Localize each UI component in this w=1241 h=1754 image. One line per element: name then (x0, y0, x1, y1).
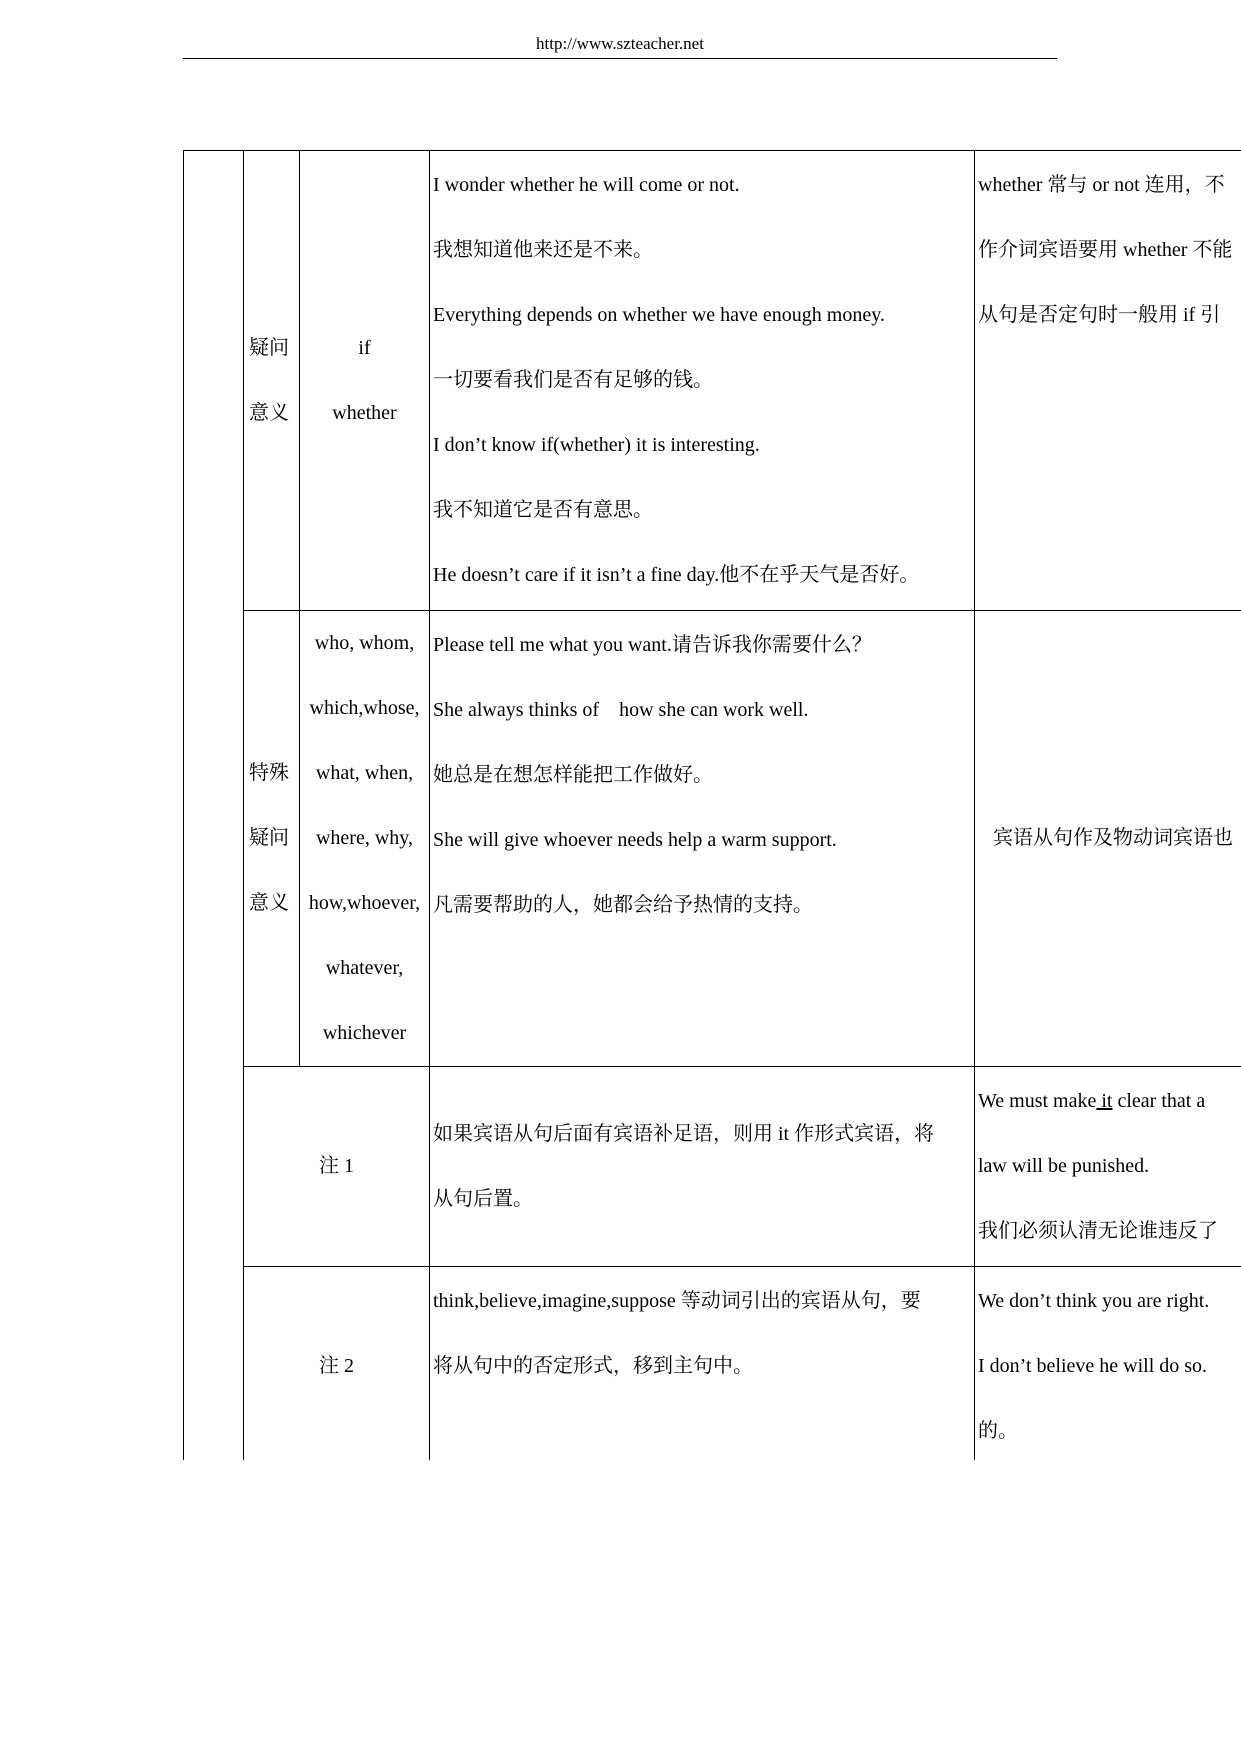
example-line: 凡需要帮助的人，她都会给予热情的支持。 (433, 894, 813, 916)
notes-cell-if-whether (975, 151, 1241, 611)
conjunction-word: where, why, (315, 827, 413, 849)
note-example-cell (975, 1267, 1241, 1461)
conjunction-word: whichever (322, 1022, 407, 1044)
note-example-line: 我们必须认清无论谁违反了 (978, 1220, 1218, 1242)
table-row-if-whether (184, 151, 1241, 611)
page-header-url: http://www.szteacher.net (536, 34, 704, 53)
conjunction-cell-wh-words (300, 611, 430, 1067)
example-line: 一切要看我们是否有足够的钱。 (433, 369, 713, 391)
note-example-line (978, 1069, 1241, 1134)
header-rule (183, 58, 1057, 59)
conjunction-word: whether (332, 401, 397, 424)
conjunction-word: how,whoever, (308, 892, 421, 914)
category-line: 意义 (249, 892, 289, 914)
note-text-line: 从句后置。 (433, 1187, 533, 1210)
example-line: 我不知道它是否有意思。 (433, 499, 653, 521)
category-line: 疑问 (249, 827, 289, 849)
example-fragment: We must make (978, 1090, 1097, 1112)
note-label: 注 1 (319, 1155, 354, 1177)
example-line: 她总是在想怎样能把工作做好。 (433, 764, 713, 786)
example-line: She will give whoever needs help a warm support. (433, 829, 837, 851)
conjunction-word: who, whom, (314, 632, 415, 654)
note-line: whether 常与 or not 连用，不 (978, 174, 1225, 196)
example-line: Everything depends on whether we have enough money. (433, 304, 885, 326)
conjunction-word: if (358, 336, 371, 359)
note-line: 宾语从句作及物动词宾语也 (993, 827, 1233, 849)
conjunction-word: which,whose, (309, 697, 420, 719)
note-text-line: 将从句中的否定形式，移到主句中。 (433, 1355, 753, 1377)
note-text-cell (430, 1067, 975, 1267)
table-row-note-2 (184, 1267, 1241, 1461)
note-line: 作介词宾语要用 whether 不能 (978, 239, 1233, 261)
note-example-line: law will be punished. (978, 1155, 1150, 1177)
table-row-note-1 (184, 1067, 1241, 1267)
category-line: 疑问 (249, 336, 289, 359)
examples-cell-if-whether (430, 151, 975, 611)
conjunction-word: what, when, (315, 762, 414, 784)
grammar-table-wrapper (183, 150, 1241, 1460)
category-line: 意义 (249, 401, 289, 424)
example-fragment: clear that a (1112, 1090, 1206, 1112)
conjunction-word: whatever, (325, 957, 404, 979)
category-cell-question (244, 151, 300, 611)
note-example-line: 的。 (978, 1420, 1018, 1442)
example-line: 我想知道他来还是不来。 (433, 239, 653, 261)
table-row-wh-words (184, 611, 1241, 1067)
examples-cell-wh-words (430, 611, 975, 1067)
example-line: I don’t know if(whether) it is interesting. (433, 434, 760, 456)
note-text-line: think,believe,imagine,suppose 等动词引出的宾语从句，要 (433, 1290, 921, 1312)
notes-cell-wh-words (975, 611, 1241, 1067)
category-line: 特殊 (249, 762, 289, 784)
category-cell-special-question (244, 611, 300, 1067)
example-line: I wonder whether he will come or not. (433, 174, 740, 196)
note-label-cell (244, 1267, 430, 1461)
note-example-line: We don’t think you are right. (978, 1290, 1210, 1312)
note-example-line: I don’t believe he will do so. (978, 1355, 1208, 1377)
conjunction-cell-if-whether (300, 151, 430, 611)
note-text-cell (430, 1267, 975, 1461)
note-line: 从句是否定句时一般用 if 引 (978, 304, 1221, 326)
example-line: She always thinks of how she can work well. (433, 699, 809, 721)
note-example-cell (975, 1067, 1241, 1267)
example-line: He doesn’t care if it isn’t a fine day.他不在乎天气是否好。 (433, 564, 920, 586)
outer-left-cell (184, 151, 244, 1461)
example-fragment-it: it (1096, 1090, 1113, 1112)
note-label: 注 2 (319, 1355, 354, 1377)
grammar-table (183, 150, 1241, 1460)
note-label-cell (244, 1067, 430, 1267)
note-text-line: 如果宾语从句后面有宾语补足语，则用 it 作形式宾语，将 (433, 1122, 935, 1145)
example-line: Please tell me what you want.请告诉我你需要什么？ (433, 634, 872, 656)
